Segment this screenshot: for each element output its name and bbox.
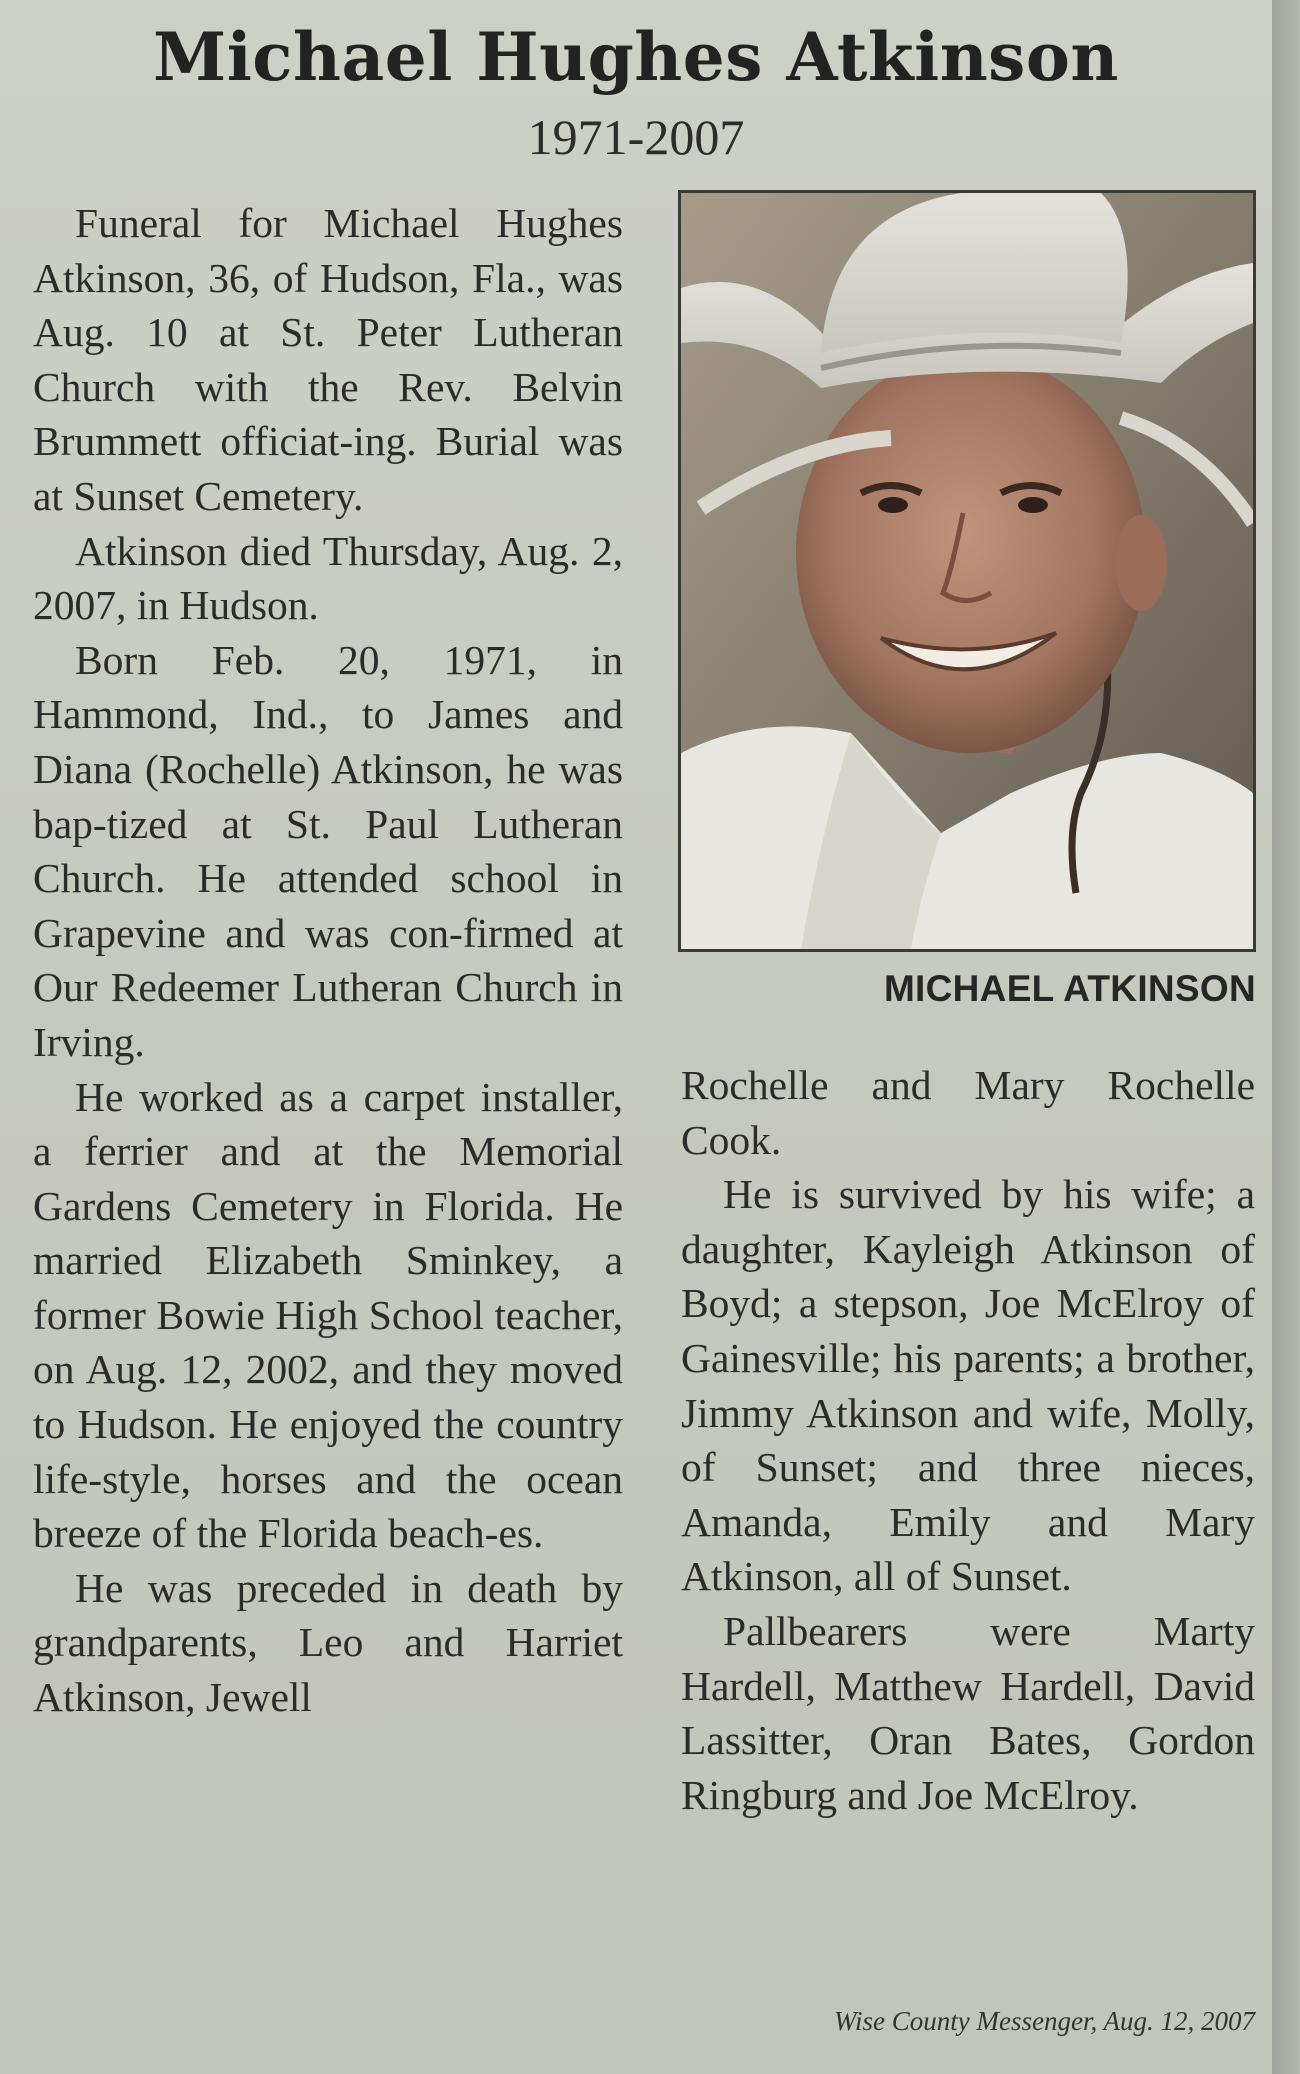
page-edge-shadow — [1272, 0, 1300, 2074]
paragraph-survivors: He is survived by his wife; a daughter, Kayleigh Atkinson of Boyd; a stepson, Joe McElroy of Gainesville; his parents; a brother, Jimmy Atkinson and wife, Molly, of Sunset; and three nieces, Amanda, Emily and Mary Atkinson, all of Sunset. — [681, 1171, 1255, 1600]
left-column — [33, 196, 623, 1725]
right-column — [681, 1058, 1255, 1822]
paragraph-birth: Born Feb. 20, 1971, in Hammond, Ind., to James and Diana (Rochelle) Atkinson, he was bap-tized at St. Paul Lutheran Church. He attended school in Grapevine and was con-firmed at Our Redeemer Lutheran Church in Irving. — [33, 636, 623, 1065]
paragraph-funeral: Funeral for Michael Hughes Atkinson, 36, of Hudson, Fla., was Aug. 10 at St. Peter Lutheran Church with the Rev. Belvin Brummett officiat-ing. Burial was at Sunset Cemetery. — [33, 200, 623, 519]
paragraph-career: He worked as a carpet installer, a ferrier and at the Memorial Gardens Cemetery in Florida. He married Elizabeth Sminkey, a former Bowie High School teacher, on Aug. 12, 2002, and they moved to Hudson. He enjoyed the country life-style, horses and the ocean breeze of the Florida beach-es. — [33, 1073, 623, 1557]
portrait-photo — [678, 190, 1256, 952]
photo-caption: MICHAEL ATKINSON — [883, 968, 1256, 1009]
paragraph-pallbearers: Pallbearers were Marty Hardell, Matthew Hardell, David Lassitter, Oran Bates, Gordon Ringburg and Joe McElroy. — [681, 1607, 1255, 1818]
paragraph-preceded: He was preceded in death by grandparents, Leo and Harriet Atkinson, Jewell — [33, 1564, 623, 1721]
obituary-years: 1971-2007 — [527, 109, 745, 165]
paragraph-continued: Rochelle and Mary Rochelle Cook. — [681, 1062, 1255, 1163]
portrait-illustration — [681, 193, 1253, 949]
source-line: Wise County Messenger, Aug. 12, 2007 — [834, 2006, 1255, 2036]
paragraph-death: Atkinson died Thursday, Aug. 2, 2007, in Hudson. — [33, 527, 623, 629]
obituary-title: Michael Hughes Atkinson — [153, 18, 1119, 96]
